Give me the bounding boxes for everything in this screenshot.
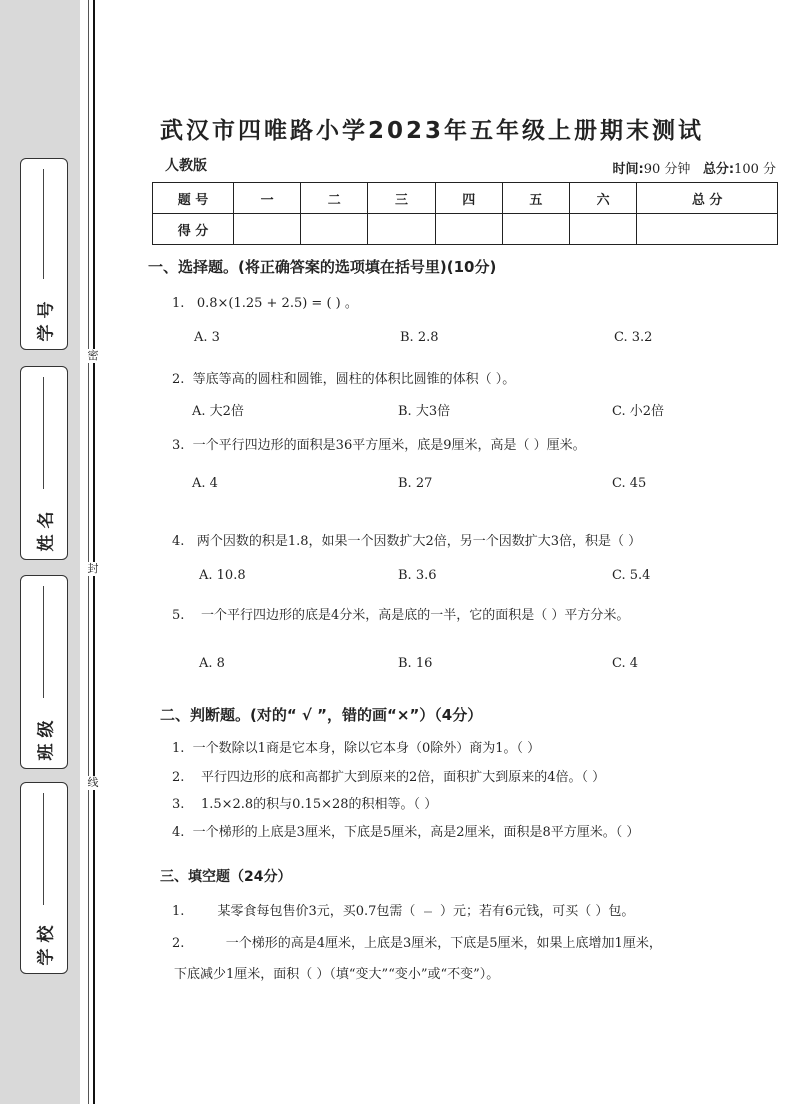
option-b: B. 2.8 [400,330,439,345]
question-text: 1.5×2.8的积与0.15×28的积相等。（ ） [200,797,438,812]
seal-line [93,0,95,1104]
option-a: A. 10.8 [199,568,246,583]
question-number: 2. [172,770,185,785]
school-label: 学 校 [36,925,57,966]
question-text-continued: 下底减少1厘米，面积（ ）（填“变大”“变小”或“不变”）。 [174,967,500,982]
class-label: 班 级 [36,720,57,761]
option-c: C. 4 [612,656,639,671]
section2-title: 二、判断题。(对的“ √ ”，错的画“×”）（4分） [160,706,483,724]
question-number: 2. [172,936,185,951]
option-c: C. 小2倍 [612,404,665,419]
answer-blank[interactable] [415,904,440,919]
student-id-label: 学 号 [36,301,57,342]
school-write-line [43,793,44,905]
seal-line-inner [88,0,89,1104]
question-item [172,292,358,311]
question-item [172,766,605,785]
question-number: 1. [172,296,185,311]
score-cell[interactable] [368,214,435,245]
option-a: A. 4 [192,476,218,491]
binding-margin [0,0,80,1104]
student-id-write-line [43,169,44,279]
score-table-col: 三 [368,183,435,214]
school-box [20,782,68,974]
section1-title: 一、选择题。(将正确答案的选项填在括号里)(10分) [148,258,497,276]
score-table-col: 四 [435,183,502,214]
seal-char-feng: 封 [84,562,102,576]
question-text: 一个梯形的上底是3厘米，下底是5厘米，高是2厘米，面积是8平方厘米。（ ） [192,825,640,840]
edition-label: 人教版 [165,158,207,174]
option-a: A. 8 [199,656,225,671]
question-number: 3. [172,797,185,812]
blank-mark [424,911,432,913]
time-label: 时间: [612,162,644,177]
class-write-line [43,586,44,698]
score-cell[interactable] [435,214,502,245]
option-c: C. 3.2 [614,330,653,345]
score-cell[interactable] [570,214,637,245]
score-cell[interactable] [502,214,569,245]
question-number: 1. [172,741,185,756]
question-item [172,737,540,756]
question-text: 0.8×(1.25 + 2.5) = ( ) 。 [196,296,358,311]
question-text: 一个梯形的高是4厘米，上底是3厘米，下底是5厘米，如果上底增加1厘米， [225,936,662,951]
option-c: C. 5.4 [612,568,651,583]
question-number: 2. [172,372,185,387]
score-table-score-row [153,214,778,245]
score-table-col: 总 分 [637,183,778,214]
student-name-box [20,366,68,560]
score-cell[interactable] [301,214,368,245]
question-item [172,932,662,951]
option-c: C. 45 [612,476,647,491]
option-b: B. 大3倍 [398,404,451,419]
score-table [152,182,778,245]
score-table-col: 六 [570,183,637,214]
student-id-box [20,158,68,350]
question-number: 1. [172,904,185,919]
student-name-write-line [43,377,44,489]
question-item [172,900,634,919]
student-name-label: 姓 名 [36,511,57,552]
score-table-col: 二 [301,183,368,214]
score-table-col: 一 [234,183,301,214]
score-table-col: 五 [502,183,569,214]
score-table-header-row [153,183,778,214]
total-label: 总分: [702,162,735,177]
total-value: 100 分 [734,162,776,177]
question-text: 平行四边形的底和高都扩大到原来的2倍，面积扩大到原来的4倍。（ ） [200,770,606,785]
question-text: 等底等高的圆柱和圆锥，圆柱的体积比圆锥的体积（ ）。 [192,372,516,387]
option-b: B. 3.6 [398,568,437,583]
question-number: 4. [172,534,185,549]
exam-info [613,158,776,177]
seal-char-xian: 线 [84,776,102,790]
question-item [172,368,515,387]
question-number: 4. [172,825,185,840]
question-item [172,793,437,812]
score-table-row-header: 题 号 [153,183,234,214]
page-title: 武汉市四唯路小学2023年五年级上册期末测试 [160,118,705,144]
question-text: 一个平行四边形的底是4分米，高是底的一半，它的面积是（ ）平方分米。 [200,608,630,623]
class-box [20,575,68,769]
option-a: A. 大2倍 [192,404,244,419]
question-item [172,434,586,453]
question-text: 一个数除以1商是它本身，除以它本身（0除外）商为1。（ ） [192,741,541,756]
question-text-part1: 某零食每包售价3元，买0.7包需（ [217,904,416,919]
question-number: 3. [172,438,185,453]
section3-title: 三、填空题（24分） [160,869,292,885]
score-cell[interactable] [234,214,301,245]
score-cell[interactable] [637,214,778,245]
question-text-part2: ）元；若有6元钱，可买（ ）包。 [439,904,635,919]
option-a: A. 3 [194,330,220,345]
question-item [172,821,639,840]
option-b: B. 16 [398,656,433,671]
score-table-row-header: 得 分 [153,214,234,245]
question-item [172,530,641,549]
question-number: 5. [172,608,185,623]
question-text: 一个平行四边形的面积是36平方厘米，底是9厘米，高是（ ）厘米。 [192,438,586,453]
seal-char-mi: 密 [84,349,102,363]
question-item [172,604,629,623]
option-b: B. 27 [398,476,433,491]
time-value: 90 分钟 [643,162,691,177]
question-text: 两个因数的积是1.8，如果一个因数扩大2倍，另一个因数扩大3倍，积是（ ） [196,534,642,549]
